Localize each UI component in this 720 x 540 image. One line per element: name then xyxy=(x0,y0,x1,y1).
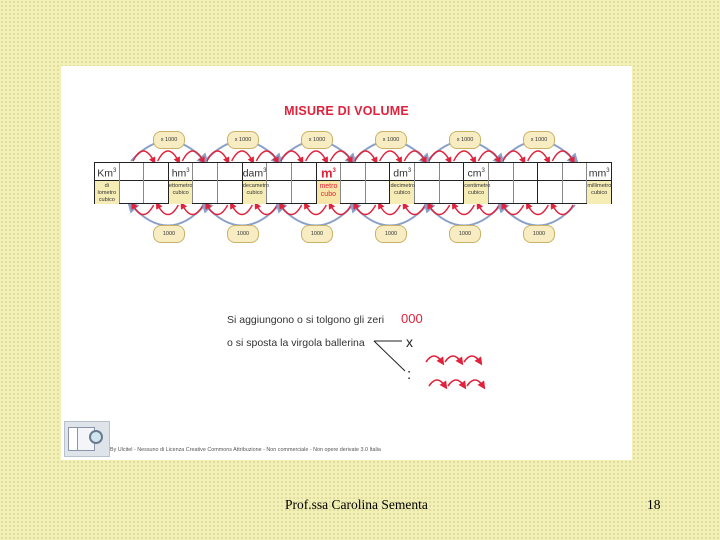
multiply-badge: x 1000 xyxy=(227,131,259,149)
digit-hop-arc xyxy=(306,151,327,161)
unit-symbol xyxy=(317,163,341,179)
unit-cell xyxy=(193,163,218,203)
digit-hop-arc xyxy=(232,151,253,161)
unit-symbol-text: m xyxy=(320,165,333,181)
rule-comma-text: o si sposta la virgola ballerina xyxy=(227,337,365,349)
footer-author: Prof.ssa Carolina Sementa xyxy=(285,497,428,512)
unit-symbol-text: dm xyxy=(393,167,408,180)
divide-arc xyxy=(501,205,575,226)
license-text: By Ulcitel - Nessuno di Licenza Creative Commons Attribuzione - Non commerciale - Non opere derivate 3.0 Italia xyxy=(110,447,381,453)
multiply-badge: x 1000 xyxy=(449,131,481,149)
unit-cell xyxy=(538,163,563,203)
digit-hop-arc xyxy=(207,151,228,161)
unit-cell xyxy=(292,163,316,203)
digit-hop-arc xyxy=(478,151,499,161)
zeros-value: 000 xyxy=(401,311,423,326)
divide-badge: 1000 xyxy=(227,225,259,243)
unit-cell xyxy=(341,163,366,203)
unit-symbol-text: dam xyxy=(242,167,264,180)
unit-group xyxy=(390,163,464,203)
unit-cell xyxy=(415,163,440,203)
digit-hop-arc xyxy=(380,205,401,215)
unit-name: metro cubo xyxy=(317,181,341,204)
rule-zeros-text: Si aggiungono o si tolgono gli zeri xyxy=(227,314,385,326)
digit-hop-arc xyxy=(330,151,351,161)
digit-hop-arc xyxy=(256,151,277,161)
digit-hop-arc xyxy=(355,205,376,215)
digit-hop-arc xyxy=(552,205,573,215)
multiply-badge: x 1000 xyxy=(523,131,555,149)
divide-symbol: : xyxy=(407,366,412,383)
digit-hop-arc xyxy=(528,151,549,161)
unit-cell xyxy=(317,163,342,203)
unit-exponent: 3 xyxy=(186,168,190,174)
unit-symbol-text: mm xyxy=(588,167,607,180)
divide-badge: 1000 xyxy=(301,225,333,243)
unit-symbol xyxy=(587,163,611,179)
digit-hop-arc xyxy=(429,205,450,215)
digit-hop-arc xyxy=(232,205,253,215)
digit-hop-arc xyxy=(281,151,302,161)
unit-group xyxy=(317,163,391,203)
unit-symbol-text: Km xyxy=(97,167,114,180)
unit-symbol xyxy=(243,163,267,179)
unit-symbol xyxy=(464,163,488,179)
unit-symbol xyxy=(390,163,414,179)
digit-hop-arc xyxy=(552,151,573,161)
multiply-badge: x 1000 xyxy=(153,131,185,149)
digit-hop-arc xyxy=(133,205,154,215)
unit-cell xyxy=(563,163,588,203)
slide-image xyxy=(61,66,632,460)
multiply-badge: x 1000 xyxy=(301,131,333,149)
digit-hop-arc xyxy=(355,151,376,161)
unit-name: decimetro cubico xyxy=(390,181,414,204)
unit-group xyxy=(538,163,611,203)
digit-hop-arc xyxy=(404,151,425,161)
unit-cell xyxy=(390,163,415,203)
digit-hop-arc xyxy=(256,205,277,215)
book-logo-icon xyxy=(64,421,110,457)
unit-cell xyxy=(243,163,268,203)
divide-badge: 1000 xyxy=(449,225,481,243)
unit-symbol xyxy=(95,163,119,179)
unit-cell xyxy=(440,163,464,203)
multiply-symbol: x xyxy=(406,334,413,350)
unit-group xyxy=(169,163,243,203)
divide-arc xyxy=(131,205,205,226)
unit-symbol-text: hm xyxy=(171,167,187,180)
digit-hop-arc xyxy=(133,151,154,161)
digit-hop-arc xyxy=(281,205,302,215)
unit-cell xyxy=(464,163,489,203)
multiply-badge: x 1000 xyxy=(375,131,407,149)
unit-group xyxy=(243,163,317,203)
unit-exponent: 3 xyxy=(407,168,412,174)
unit-name: ettometro cubico xyxy=(169,181,193,204)
unit-cell xyxy=(95,163,120,203)
unit-name: centimetro cubico xyxy=(464,181,488,204)
digit-hop-arc xyxy=(306,205,327,215)
digit-hop-arc xyxy=(454,205,475,215)
unit-cell xyxy=(169,163,194,203)
unit-cell xyxy=(587,163,611,203)
divide-badge: 1000 xyxy=(153,225,185,243)
divide-badge: 1000 xyxy=(375,225,407,243)
digit-hop-arc xyxy=(528,205,549,215)
divide-arc xyxy=(427,205,501,226)
unit-symbol xyxy=(169,163,193,179)
digit-hop-arc xyxy=(454,151,475,161)
unit-exponent: 3 xyxy=(606,168,610,174)
unit-exponent: 3 xyxy=(113,168,117,174)
digit-hop-arc xyxy=(182,151,203,161)
unit-name: millimetro cubico xyxy=(587,181,611,204)
unit-cell xyxy=(267,163,292,203)
digit-hop-arc xyxy=(429,151,450,161)
digit-hop-arc xyxy=(207,205,228,215)
unit-exponent: 3 xyxy=(481,168,485,174)
chart-title: MISURE DI VOLUME xyxy=(284,104,409,118)
digit-hop-arc xyxy=(330,205,351,215)
digit-hop-arc xyxy=(158,151,179,161)
unit-exponent: 3 xyxy=(263,168,267,174)
digit-hop-arc xyxy=(503,205,524,215)
divide-badge: 1000 xyxy=(523,225,555,243)
unit-cell xyxy=(514,163,538,203)
digit-hop-arc xyxy=(158,205,179,215)
digit-hop-arc xyxy=(503,151,524,161)
unit-group xyxy=(95,163,169,203)
unit-exponent: 3 xyxy=(332,168,336,174)
comma-move-example xyxy=(374,341,483,386)
digit-hop-arc xyxy=(182,205,203,215)
divide-arc xyxy=(279,205,353,226)
unit-cell xyxy=(144,163,168,203)
unit-cell xyxy=(218,163,242,203)
unit-symbol-text: cm xyxy=(467,167,482,180)
unit-name: di lometro cubico xyxy=(95,181,119,204)
page-number: 18 xyxy=(647,497,661,512)
unit-table xyxy=(94,162,612,204)
unit-cell xyxy=(489,163,514,203)
divide-arc xyxy=(205,205,279,226)
conversion-arrows xyxy=(61,66,632,460)
unit-group xyxy=(464,163,538,203)
unit-cell xyxy=(366,163,390,203)
unit-cell xyxy=(120,163,145,203)
digit-hop-arc xyxy=(478,205,499,215)
unit-name: decametro cubico xyxy=(243,181,267,204)
digit-hop-arc xyxy=(380,151,401,161)
divide-arc xyxy=(353,205,427,226)
digit-hop-arc xyxy=(404,205,425,215)
